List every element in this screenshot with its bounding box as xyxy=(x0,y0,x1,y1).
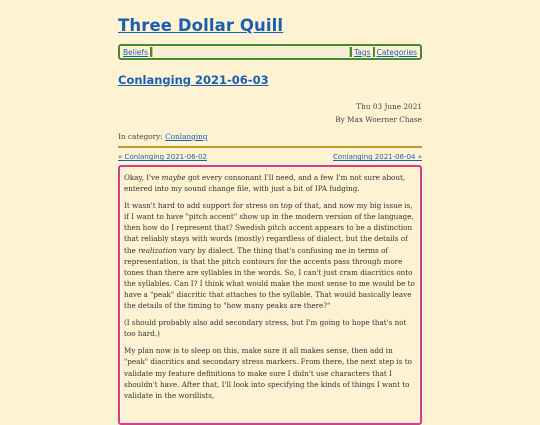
category-prefix: In category: xyxy=(118,132,163,141)
nav-spacer xyxy=(152,47,350,57)
post-navigation xyxy=(118,153,422,161)
text-span: got every consonant I'll need, and a few I'm not sure about, entered into my sound change file, with just a bit of IPA fudging. xyxy=(124,173,406,194)
emphasis-text: realization xyxy=(138,245,177,255)
nav-tags-link[interactable]: Tags xyxy=(353,47,371,57)
text-span: Okay, I've xyxy=(124,173,162,182)
category-link[interactable]: Conlanging xyxy=(165,132,208,141)
post-category xyxy=(118,132,422,141)
paragraph xyxy=(124,172,416,194)
nav-categories-link[interactable]: Categories xyxy=(376,47,417,57)
nav-beliefs-link[interactable]: Beliefs xyxy=(123,47,149,57)
post-title-link[interactable]: Conlanging 2021-06-03 xyxy=(118,73,269,87)
post-meta xyxy=(118,100,422,126)
paragraph: My plan now is to sleep on this, make sure it all makes sense, then add in "peak" diacritics and secondary stress markers. From there, the next step is to validate my feature definitions to make sure I didn't use characters that I shouldn't have. After that, I'll look into specifying the kinds of things I want to validate in the wordlists, xyxy=(124,346,412,400)
paragraph: (I should probably also add secondary stress, but I'm going to hope that's not too hard.) xyxy=(124,318,407,339)
paragraph xyxy=(124,200,416,311)
post-content xyxy=(118,165,422,425)
navbar xyxy=(118,44,422,60)
page-container xyxy=(118,16,422,425)
prev-post-link[interactable]: « Conlanging 2021-06-02 xyxy=(118,153,207,161)
emphasis-text: maybe xyxy=(161,173,186,182)
text-span: It wasn't hard to add support for stress on top of that, and now my big issue is, if I want to have "pitch accent" show up in the modern version of the language, then how do I represent that? Swedish pitch accent appears to be a distinction that reliably stays with words (mostly) regardless of dialect, but the details of the xyxy=(124,201,414,255)
post-author: By Max Woerner Chase xyxy=(335,115,422,124)
site-title-link[interactable]: Three Dollar Quill xyxy=(118,16,284,35)
next-post-link[interactable]: Conlanging 2021-06-04 » xyxy=(333,153,422,161)
text-span: vary by dialect. The thing that's confusing me in terms of representation, is that the pitch contours for the accents pass through more tones than there are syllables in the words. So, I can't just cram diacritics onto the syllables. Can I? I think what would make the most sense to me would be to have a "peak" diacritic that attaches to the syllable. That would basically leave the details of the timing to "how many peaks are there?" xyxy=(124,245,415,311)
divider-rule xyxy=(118,146,422,148)
post-date: Thu 03 June 2021 xyxy=(356,102,422,111)
